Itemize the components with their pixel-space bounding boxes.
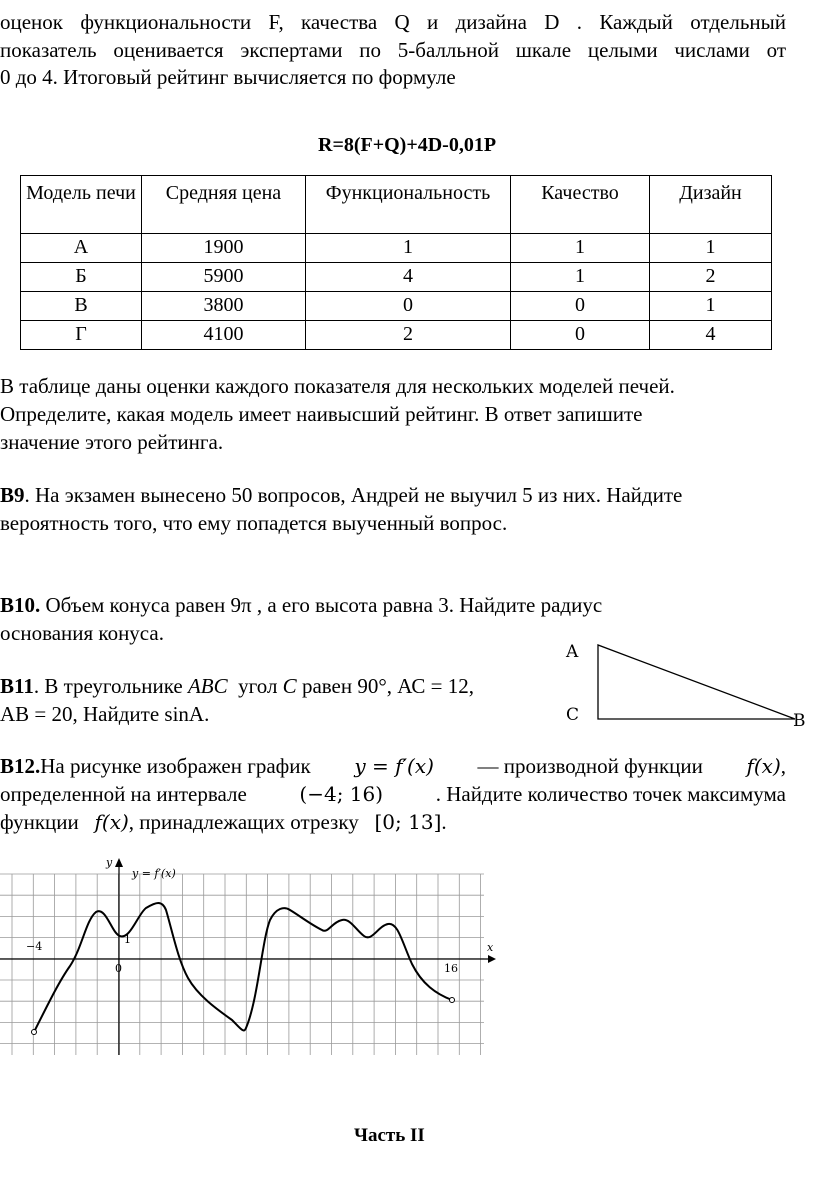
scores-table — [20, 175, 772, 350]
problem-b12-label: В12. — [0, 754, 41, 778]
after-table-line-3: значение этого рейтинга. — [0, 430, 224, 454]
triangle-name: ABC — [187, 674, 228, 698]
cell-model: В — [21, 292, 142, 321]
problem-b10-line-1 — [0, 591, 602, 619]
after-table-line-2: Определите, какая модель имеет наивысший рейтинг. В ответ запишите — [0, 402, 643, 426]
segment-formula: [0; 13] — [374, 810, 442, 834]
after-table-line-1: В таблице даны оценки каждого показателя для нескольких моделей печей. — [0, 374, 675, 398]
y-axis-label: y — [106, 856, 113, 869]
derivative-formula: y = f′(x) — [354, 754, 434, 778]
cell-functionality: 2 — [306, 321, 511, 350]
problem-b11-line-2: АВ = 20, Найдите sinA. — [0, 702, 210, 726]
problem-b11-text-b: угол — [227, 674, 283, 698]
problem-b12-line-2 — [0, 780, 786, 808]
problem-b12-text-f: , принадлежащих отрезку — [128, 810, 359, 834]
problem-b11-text-a: . В треугольнике — [33, 674, 188, 698]
function-formula: f(x) — [746, 754, 781, 778]
cell-functionality: 4 — [306, 263, 511, 292]
tick-label-neg4: −4 — [26, 940, 43, 953]
cell-model: Г — [21, 321, 142, 350]
interval-formula: (−4; 16) — [299, 782, 384, 806]
problem-b12-text-e: функции — [0, 810, 79, 834]
problem-b12-text-c: определенной на интервале — [0, 782, 247, 806]
derivative-graph — [0, 850, 505, 1060]
table-row — [21, 263, 772, 292]
open-endpoint-right — [450, 998, 455, 1003]
cell-design: 1 — [650, 234, 772, 263]
problem-b12-text-d: . Найдите количество точек максимума — [435, 782, 786, 806]
x-axis-arrow — [488, 955, 496, 963]
cell-quality: 0 — [511, 321, 650, 350]
tick-label-16: 16 — [444, 962, 458, 975]
function-label: y = f′(x) — [132, 867, 176, 880]
angle-name: C — [282, 674, 297, 698]
col-header-quality: Качество — [511, 176, 650, 234]
problem-b11-line-1 — [0, 672, 474, 700]
table-header-row — [21, 176, 772, 234]
cell-quality: 1 — [511, 263, 650, 292]
tick-label-0: 0 — [115, 962, 122, 975]
intro-line-3: 0 до 4. Итоговый рейтинг вычисляется по формуле — [0, 65, 456, 89]
cell-price: 5900 — [142, 263, 306, 292]
col-header-design: Дизайн — [650, 176, 772, 234]
function-formula-2: f(x) — [94, 810, 129, 834]
tick-label-1: 1 — [124, 933, 131, 946]
problem-b11-text-c: равен 90°, АС = 12, — [296, 674, 474, 698]
problem-b10-label: В10. — [0, 593, 41, 617]
intro-line-2: показатель оценивается экспертами по 5-балльной шкале целыми числами от — [0, 38, 786, 62]
cell-functionality: 0 — [306, 292, 511, 321]
cell-price: 1900 — [142, 234, 306, 263]
intro-line-1: оценок функциональности F, качества Q и дизайна D . Каждый отдельный — [0, 10, 786, 34]
problem-b9-line-1 — [0, 481, 682, 509]
triangle-figure — [555, 635, 815, 730]
cell-design: 1 — [650, 292, 772, 321]
problem-b11-label: В11 — [0, 674, 34, 698]
problem-b12-comma: , — [780, 754, 786, 778]
x-axis-label: x — [487, 941, 494, 954]
open-endpoint-left — [32, 1030, 37, 1035]
table-row — [21, 321, 772, 350]
problem-b10-text: Объем конуса равен 9π , а его высота равна 3. Найдите радиус — [40, 593, 603, 617]
problem-b9-text: . На экзамен вынесено 50 вопросов, Андрей не выучил 5 из них. Найдите — [24, 483, 683, 507]
rating-formula: R=8(F+Q)+4D-0,01P — [318, 134, 497, 156]
problem-b12-text-b: — производной функции — [477, 754, 703, 778]
problem-b9-line-2: вероятность того, что ему попадется выученный вопрос. — [0, 511, 508, 535]
cell-model: А — [21, 234, 142, 263]
derivative-curve — [34, 903, 452, 1032]
triangle-shape — [598, 645, 795, 719]
cell-quality: 1 — [511, 234, 650, 263]
table-row — [21, 292, 772, 321]
problem-b12-text-a: На рисунке изображен график — [40, 754, 311, 778]
cell-functionality: 1 — [306, 234, 511, 263]
y-axis-arrow — [115, 858, 123, 867]
cell-design: 4 — [650, 321, 772, 350]
part-two-heading: Часть II — [354, 1125, 425, 1146]
cell-price: 3800 — [142, 292, 306, 321]
cell-quality: 0 — [511, 292, 650, 321]
cell-design: 2 — [650, 263, 772, 292]
cell-price: 4100 — [142, 321, 306, 350]
problem-b9-label: В9 — [0, 483, 25, 507]
problem-b12-period: . — [441, 810, 447, 834]
problem-b10-line-2: основания конуса. — [0, 621, 164, 645]
cell-model: Б — [21, 263, 142, 292]
col-header-model: Модель печи — [21, 176, 142, 234]
vertex-label-a: A — [566, 642, 579, 662]
vertex-label-c: C — [566, 705, 580, 725]
vertex-label-b: B — [793, 711, 806, 730]
col-header-price: Средняя цена — [142, 176, 306, 234]
problem-b12-line-1 — [0, 752, 786, 780]
table-row — [21, 234, 772, 263]
col-header-functionality: Функциональность — [306, 176, 511, 234]
problem-b12-line-3 — [0, 808, 447, 836]
